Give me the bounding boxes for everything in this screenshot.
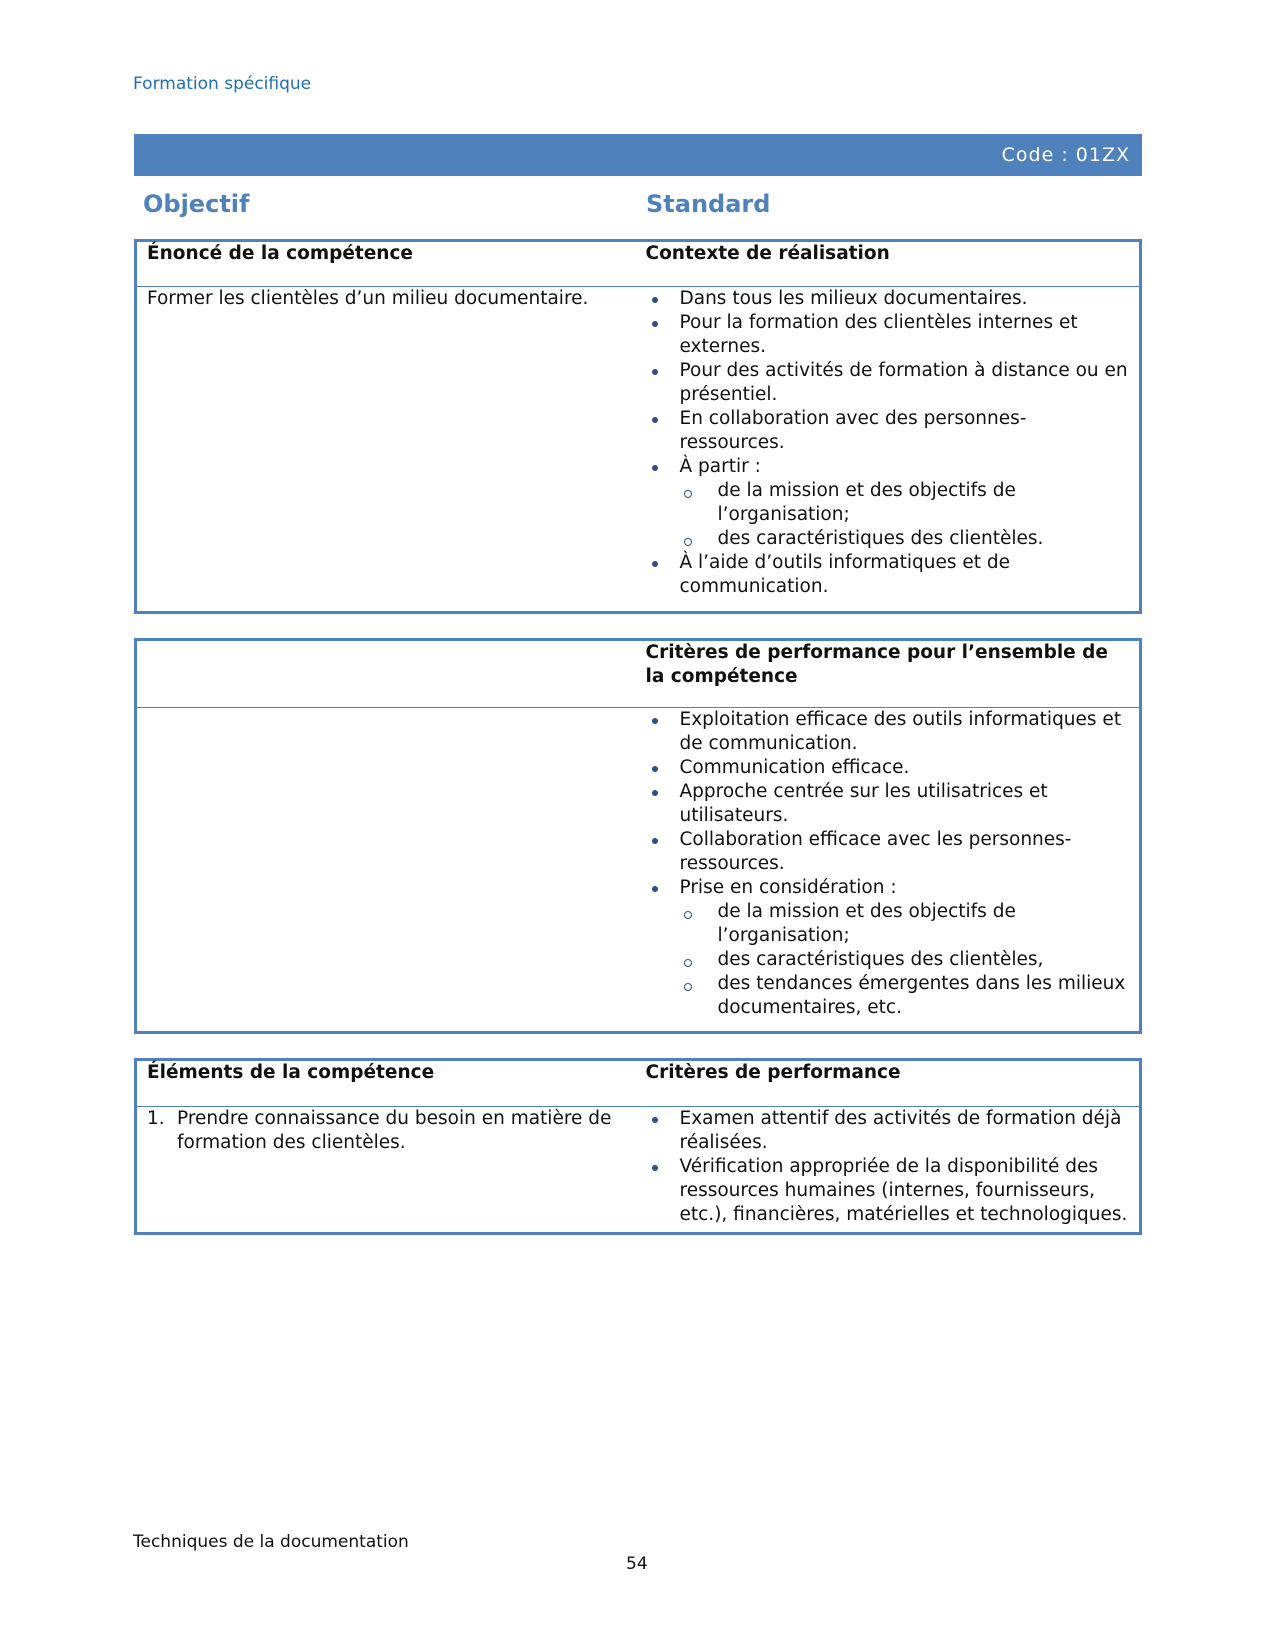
context-sublist bbox=[680, 479, 1130, 551]
header-elements: Éléments de la compétence bbox=[136, 1060, 636, 1107]
header-contexte: Contexte de réalisation bbox=[636, 241, 1141, 287]
overall-criteria-list bbox=[646, 708, 1130, 1020]
competency-statement: Former les clientèles d’un milieu documentaire. bbox=[147, 288, 589, 309]
section-title-standard: Standard bbox=[646, 190, 771, 218]
competency-code: Code : 01ZX bbox=[1001, 144, 1130, 166]
bullet-icon bbox=[652, 321, 658, 327]
bullet-icon bbox=[652, 297, 658, 303]
code-banner bbox=[134, 134, 1142, 176]
bullet-icon bbox=[652, 417, 658, 423]
empty-cell bbox=[136, 708, 636, 1033]
criteria-cell bbox=[636, 1107, 1141, 1234]
bullet-icon bbox=[652, 766, 658, 772]
list-item: Communication efficace. bbox=[646, 756, 1130, 780]
sublist-item: des caractéristiques des clientèles, bbox=[680, 948, 1130, 972]
list-item: En collaboration avec des personnes-ressources. bbox=[646, 407, 1130, 455]
context-list-cell bbox=[636, 287, 1141, 613]
circle-bullet-icon bbox=[684, 983, 692, 991]
bullet-icon bbox=[652, 718, 658, 724]
header-criteres-ensemble: Critères de performance pour l’ensemble de la compétence bbox=[636, 640, 1141, 708]
context-list bbox=[646, 287, 1130, 599]
sublist-item: de la mission et des objectifs de l’organisation; bbox=[680, 479, 1130, 527]
elements-list bbox=[147, 1107, 626, 1155]
criteria-list-cell bbox=[636, 708, 1141, 1033]
list-item: À partir : de la mission et des objectifs de l’organisation; des caractéristiques des clientèles. bbox=[646, 455, 1130, 551]
bullet-icon bbox=[652, 465, 658, 471]
list-item: Collaboration efficace avec les personnes-ressources. bbox=[646, 828, 1130, 876]
circle-bullet-icon bbox=[684, 490, 692, 498]
criteria-sublist bbox=[680, 900, 1130, 1020]
section-title-objectif: Objectif bbox=[143, 190, 250, 218]
list-item: 1. Prendre connaissance du besoin en matière de formation des clientèles. bbox=[147, 1108, 612, 1153]
bullet-icon bbox=[652, 838, 658, 844]
bullet-icon bbox=[652, 561, 658, 567]
bullet-icon bbox=[652, 1165, 658, 1171]
page-number: 54 bbox=[626, 1554, 648, 1574]
list-item: Examen attentif des activités de formation déjà réalisées. bbox=[646, 1107, 1130, 1155]
list-item: Exploitation efficace des outils informatiques et de communication. bbox=[646, 708, 1130, 756]
competency-statement-table bbox=[134, 239, 1142, 614]
list-item: Pour la formation des clientèles internes et externes. bbox=[646, 311, 1130, 359]
list-item: Prise en considération : de la mission et des objectifs de l’organisation; des caractéristiques des clientèles, des tendances émergentes dans les milieux documentaires, etc. bbox=[646, 876, 1130, 1020]
list-item: Approche centrée sur les utilisatrices et utilisateurs. bbox=[646, 780, 1130, 828]
header-criteres: Critères de performance bbox=[636, 1060, 1141, 1107]
sublist-item: de la mission et des objectifs de l’organisation; bbox=[680, 900, 1130, 948]
sublist-item: des caractéristiques des clientèles. bbox=[680, 527, 1130, 551]
header-enonce: Énoncé de la compétence bbox=[136, 241, 636, 287]
circle-bullet-icon bbox=[684, 538, 692, 546]
sublist-item: des tendances émergentes dans les milieux documentaires, etc. bbox=[680, 972, 1130, 1020]
bullet-icon bbox=[652, 790, 658, 796]
list-item: Pour des activités de formation à distance ou en présentiel. bbox=[646, 359, 1130, 407]
overall-criteria-table bbox=[134, 638, 1142, 1034]
list-item: Dans tous les milieux documentaires. bbox=[646, 287, 1130, 311]
circle-bullet-icon bbox=[684, 959, 692, 967]
list-item: Vérification appropriée de la disponibilité des ressources humaines (internes, fournisseurs, etc.), financières, matérielles et technologiques. bbox=[646, 1155, 1130, 1227]
header-empty bbox=[136, 640, 636, 708]
bullet-icon bbox=[652, 1117, 658, 1123]
bullet-icon bbox=[652, 886, 658, 892]
circle-bullet-icon bbox=[684, 911, 692, 919]
running-header-title: Formation spécifique bbox=[133, 74, 312, 94]
footer-title: Techniques de la documentation bbox=[133, 1532, 409, 1552]
elements-criteria-table bbox=[134, 1058, 1142, 1235]
bullet-icon bbox=[652, 369, 658, 375]
list-item: À l’aide d’outils informatiques et de communication. bbox=[646, 551, 1130, 599]
performance-criteria-list bbox=[646, 1107, 1130, 1227]
elements-cell bbox=[136, 1107, 636, 1234]
